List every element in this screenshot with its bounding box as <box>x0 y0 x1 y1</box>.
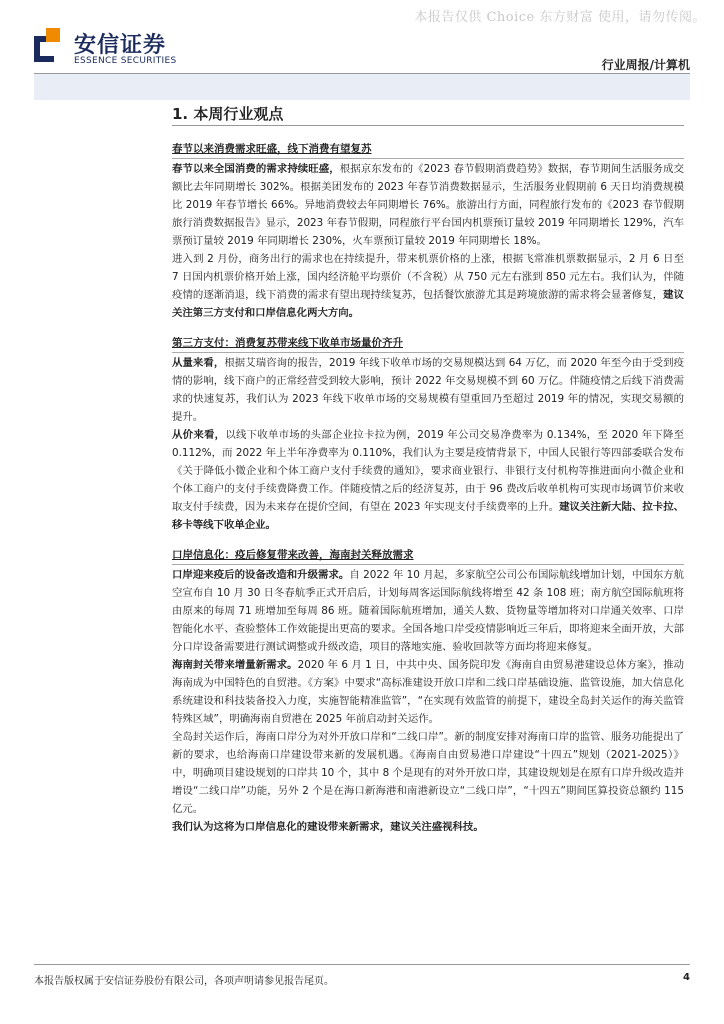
paragraph-conclusion: 建议关注新大陆、拉卡拉、移卡等线下收单企业。 <box>172 501 685 531</box>
logo-english-name: ESSENCE SECURITIES <box>74 56 177 66</box>
block-consumption <box>172 142 684 322</box>
paragraph-conclusion: 我们认为这将为口岸信息化的建设带来新需求，建议关注盛视科技。 <box>172 821 484 833</box>
block-heading: 春节以来消费需求旺盛，线下消费有望复苏 <box>172 143 372 155</box>
paragraph <box>172 354 684 426</box>
logo-chinese-name: 安信证券 <box>74 33 167 58</box>
heading-divider <box>172 352 684 353</box>
paragraph <box>172 250 684 322</box>
paragraph-text: 全岛封关运作后，海南口岸分为对外开放口岸和“二线口岸”。新的制度安排对海南口岸的监管、服务功能提出了新的要求，也给海南口岸建设带来新的发展机遇。《海南自由贸易港口岸建设“十四五”规划（2021-2025）》中，明确项目建设规划的口岸共 10 个，其中 8 个是现有的对外开放口岸，其建设规划是在原有口岸升级改造并增设“二线口岸”功能，另外 2 个是在海口新海港和南港新设立“二线口岸”，“十四五”期间匡算投资总额约 115 亿元。 <box>172 731 684 815</box>
paragraph <box>172 426 684 534</box>
paragraph <box>172 656 684 728</box>
paragraph <box>172 566 684 656</box>
paragraph-text: 根据京东发布的《2023 春节假期消费趋势》数据，春节期间生活服务成交额比去年同期增长 302%。根据美团发布的 2023 年春节消费数据显示，生活服务业假期前 6 天日均消费规模比 2019 年春节增长 66%。异地消费较去年同期增长 76%。旅游出行方面，同程旅行发布的《2023 春节假期旅行消费数据报告》显示，2023 年春节假期，同程旅行平台国内机票预订量较 2019 年同期增长 129%，汽车票预订量较 2019 年同期增长 230%，火车票预订量较 2019 年同期增长 18%。 <box>172 163 685 247</box>
heading-divider <box>172 564 684 565</box>
footer-disclaimer: 本报告版权属于安信证券股份有限公司，各项声明请参见报告尾页。 <box>34 976 334 987</box>
paragraph-text: 自 2022 年 10 月起，多家航空公司公布国际航线增加计划，中国东方航空宣布自 10 月 30 日冬春航季正式开启后，计划每周客运国际航线将增至 42 条 108 班；南方航空国际航班将由原来的每周 71 班增加至每周 86 班。随着国际航班增加，通关人数、货物量等增加将对口岸通关效率、口岸智能化水平、查验整体工作效能提出更高的要求。全国各地口岸受疫情影响近三年后，即将迎来全面开放，大部分口岸设备需要进行测试调整或升级改造，项目的落地实施、验收回款等方面均将迎来修复。 <box>172 569 685 653</box>
paragraph-text: 2020 年 6 月 1 日，中共中央、国务院印发《海南自由贸易港建设总体方案》，推动海南成为中国特色的自贸港。《方案》中要求“高标准建设开放口岸和二线口岸基础设施、监管设施，加大信息化系统建设和科技装备投入力度，实施智能精准监管”，“在实现有效监管的前提下，建设全岛封关运作的海关监管特殊区域”，明确海南自贸港在 2025 年前启动封关运作。 <box>172 659 685 725</box>
footer-divider <box>34 964 690 965</box>
paragraph-lead: 海南封关带来增量新需求。 <box>172 659 298 671</box>
block-heading: 第三方支付：消费复苏带来线下收单市场量价齐升 <box>172 337 403 349</box>
paragraph-conclusion: 建议关注第三方支付和口岸信息化两大方向。 <box>172 289 684 319</box>
section-title: 1. 本周行业观点 <box>172 105 284 123</box>
paragraph <box>172 728 684 818</box>
paragraph-lead: 口岸迎来疫后的设备改造和升级需求。 <box>172 569 350 581</box>
block-third-party-payment <box>172 336 684 534</box>
paragraph-text: 以线下收单市场的头部企业拉卡拉为例，2019 年公司交易净费率为 0.134%，至 2020 年下降至 0.112%，而 2022 年上半年净费率为 0.110%，我们认为主要是疫情背景下，中国人民银行等四部委联合发布《关于降低小微企业和个体工商户支付手续费的通知》，要求商业银行、非银行支付机构等推进面向小微企业和个体工商户的支付手续费降费工作。伴随疫情之后的经济复苏，由于 96 费改后收单机构可实现市场调节价来收取支付手续费，因为未来存在提价空间，有望在 2023 年实现支付手续费率的上升。 <box>172 429 685 513</box>
company-logo <box>34 26 204 70</box>
logo-mark-icon <box>34 26 62 66</box>
paragraph <box>172 160 684 250</box>
report-body <box>172 100 684 836</box>
page-number: 4 <box>683 972 690 983</box>
header-band <box>34 74 690 100</box>
paragraph-lead: 从价来看， <box>172 429 226 441</box>
watermark-text: 本报告仅供 Choice 东方财富 使用，请勿传阅。 <box>414 10 706 25</box>
paragraph-text: 根据艾瑞咨询的报告，2019 年线下收单市场的交易规模达到 64 万亿，而 2020 年至今由于受到疫情的影响，线下商户的正常经营受到较大影响，预计 2022 年交易规模不到 60 万亿。伴随疫情之后线下消费需求的快速复苏，我们认为 2023 年线下收单市场的交易规模有望重回乃至超过 2019 年的情况，实现交易额的提升。 <box>172 357 684 423</box>
section-title-divider <box>172 125 684 126</box>
paragraph-text: 进入到 2 月份，商务出行的需求也在持续提升，带来机票价格的上涨，根据飞常准机票数据显示，2 月 6 日至 7 日国内机票价格开始上涨，国内经济舱平均票价（不含税）从 750 元左右涨到 850 元左右。我们认为，伴随疫情的逐渐消退，线下消费的需求有望出现持续复苏，包括餐饮旅游尤其是跨境旅游的需求将会显著修复， <box>172 253 684 301</box>
paragraph-lead: 春节以来全国消费的需求持续旺盛， <box>172 163 340 175</box>
block-heading: 口岸信息化：疫后修复带来改善，海南封关释放需求 <box>172 549 414 561</box>
report-category: 行业周报/计算机 <box>601 58 690 72</box>
heading-divider <box>172 158 684 159</box>
paragraph <box>172 818 684 836</box>
paragraph-lead: 从量来看， <box>172 357 225 369</box>
block-port-informatization <box>172 548 684 836</box>
